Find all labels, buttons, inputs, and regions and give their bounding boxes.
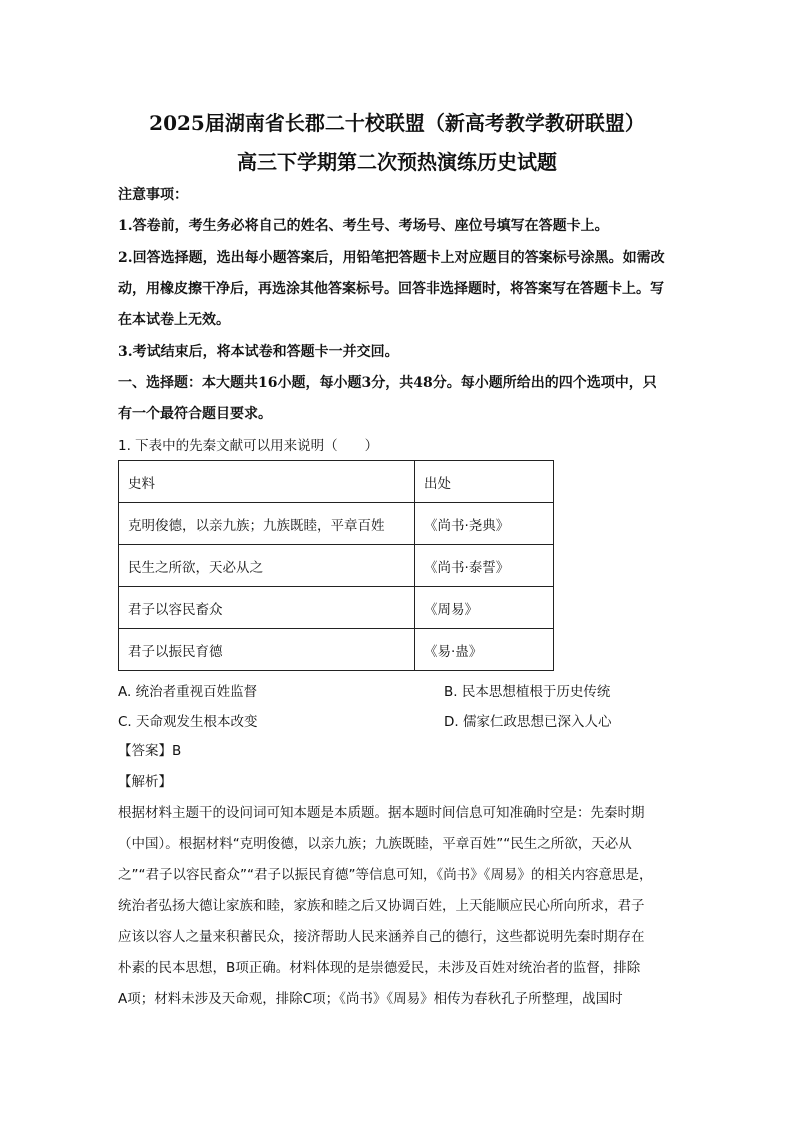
answer-label: 【答案】B (118, 743, 182, 759)
table-header-row (119, 461, 554, 503)
title-line-2: 高三下学期第二次预热演练历史试题 (237, 150, 557, 174)
table-cell: 民生之所欲，天必从之 (119, 545, 415, 587)
table-cell: 君子以振民育德 (119, 629, 415, 671)
table-row (119, 545, 554, 587)
analysis-line: 朴素的民本思想，B项正确。材料体现的是崇德爱民，未涉及百姓对统治者的监督，排除 (118, 960, 641, 976)
section-heading-line-2: 有一个最符合题目要求。 (118, 406, 272, 422)
analysis-label: 【解析】 (118, 774, 172, 790)
notice-item-2-line-2: 动，用橡皮擦干净后，再选涂其他答案标号。回答非选择题时，将答案写在答题卡上。写 (118, 281, 664, 297)
analysis-line: 之”“君子以容民畜众”“君子以振民育德”等信息可知，《尚书》《周易》的相关内容意思是， (118, 867, 653, 883)
analysis-line: （中国）。根据材料“克明俊德，以亲九族；九族既睦，平章百姓”“民生之所欲，天必从 (118, 836, 632, 852)
table-cell: 《尚书·尧典》 (415, 503, 554, 545)
analysis-line: 应该以容人之量来积蓄民众，接济帮助人民来涵养自己的德行，这些都说明先秦时期存在 (118, 929, 645, 945)
analysis-line: 统治者弘扬大德让家族和睦，家族和睦之后又协调百姓，上天能顺应民心所向所求，君子 (118, 898, 645, 914)
section-heading-line-1: 一、选择题：本大题共16小题，每小题3分，共48分。每小题所给出的四个选项中，只 (118, 375, 657, 391)
option-c: C. 天命观发生根本改变 (118, 714, 258, 730)
notice-item-2-line-1: 2.回答选择题，选出每小题答案后，用铅笔把答题卡上对应题目的答案标号涂黑。如需改 (118, 250, 665, 266)
table-header-cell: 出处 (415, 461, 554, 503)
analysis-line: 根据材料主题干的设问词可知本题是本质题。据本题时间信息可知准确时空是：先秦时期 (118, 805, 645, 821)
question-stem: 1. 下表中的先秦文献可以用来说明（ ） (118, 438, 379, 454)
source-table (118, 460, 554, 671)
table-row (119, 587, 554, 629)
table-cell: 《周易》 (415, 587, 554, 629)
option-d: D. 儒家仁政思想已深入人心 (444, 714, 612, 730)
notice-item-3: 3.考试结束后，将本试卷和答题卡一并交回。 (118, 344, 399, 360)
table-cell: 《易·蛊》 (415, 629, 554, 671)
notice-item-1: 1.答卷前，考生务必将自己的姓名、考生号、考场号、座位号填写在答题卡上。 (118, 218, 609, 234)
table-row (119, 503, 554, 545)
notice-item-2-line-3: 在本试卷上无效。 (118, 312, 230, 328)
analysis-line: A项；材料未涉及天命观，排除C项；《尚书》《周易》相传为春秋孔子所整理，战国时 (118, 991, 623, 1007)
table-header-cell: 史料 (119, 461, 415, 503)
table-cell: 克明俊德，以亲九族；九族既睦，平章百姓 (119, 503, 415, 545)
notice-heading: 注意事项： (118, 187, 188, 203)
table-cell: 君子以容民畜众 (119, 587, 415, 629)
table-cell: 《尚书·泰誓》 (415, 545, 554, 587)
table-row (119, 629, 554, 671)
title-line-1: 2025届湖南省长郡二十校联盟（新高考教学教研联盟） (149, 111, 645, 135)
option-b: B. 民本思想植根于历史传统 (444, 684, 611, 700)
option-a: A. 统治者重视百姓监督 (118, 684, 258, 700)
